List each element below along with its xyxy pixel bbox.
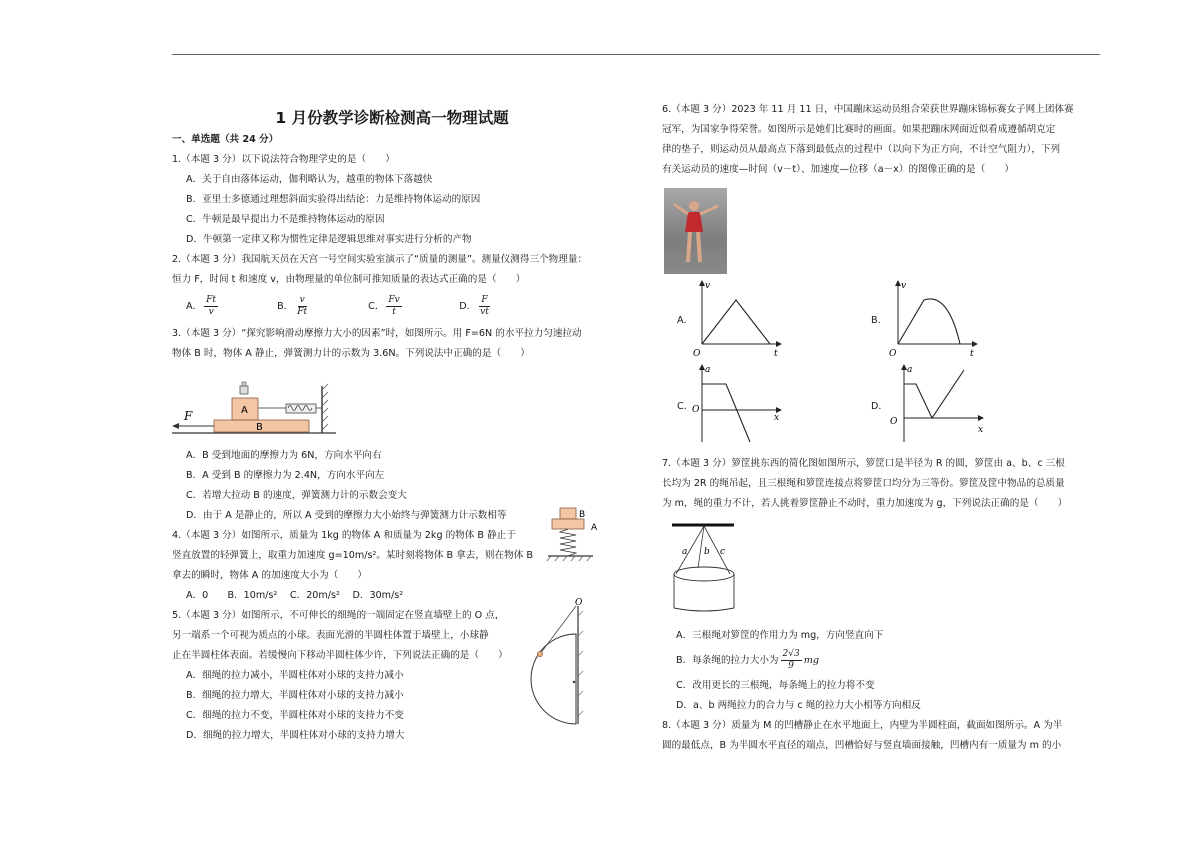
q6-option-d-label: D． [871, 401, 888, 412]
svg-text:c: c [720, 547, 726, 557]
svg-text:x: x [774, 413, 780, 423]
q6-stem-line2: 冠军，为国家争得荣誉。如图所示是她们比赛时的画面。如果把蹦床网面近似看成遵循胡克定 [662, 124, 1056, 135]
q6b-curve [898, 299, 960, 344]
q6-graph-c [690, 362, 786, 444]
q3-wall-hatch [322, 384, 328, 430]
q3-option-a: A．B 受到地面的摩擦力为 6N，方向水平向右 [186, 450, 382, 461]
q4-block-b [560, 508, 576, 519]
q2-stem-line1: 2.（本题 3 分）我国航天员在天宫一号空间实验室演示了“质量的测量”。测量仪测得三个物理量： [172, 254, 588, 265]
q2-option-c: C． $\frac{Fv}{t}$ [368, 294, 400, 317]
q6c-curve [702, 384, 750, 442]
q5-stem-line3: 止在半圆柱体表面。若缓慢向下移动半圆柱体少许，下列说法正确的是（ ） [172, 650, 508, 661]
q6-stem-line1: 6.（本题 3 分）2023 年 11 月 11 日，中国蹦床运动员组合荣获世界蹦床锦标赛女子网上团体赛 [662, 104, 1074, 115]
section-heading: 一、单选题（共 24 分） [172, 134, 279, 145]
q7-option-b: B．每条绳的拉力大小为 $\frac{2√3}{9}$ mg [676, 648, 819, 671]
q6-stem-line4: 有关运动员的速度—时间（v－t）、加速度—位移（a－x）的图像正确的是（ ） [662, 164, 1014, 175]
q6-graph-a [690, 278, 786, 360]
header-rule [172, 54, 1100, 55]
q4-label-b: B [579, 510, 586, 520]
q3-label-a: A [241, 405, 248, 416]
q7-option-c: C．改用更长的三根绳，每条绳上的拉力将不变 [676, 680, 875, 691]
q1-option-b: B．亚里士多德通过理想斜面实验得出结论：力是维持物体运动的原因 [186, 194, 481, 205]
q8-stem-line2: 圆的最低点，B 为半圆水平直径的端点，凹槽恰好与竖直墙面接触，凹槽内有一质量为 m 的小 [662, 740, 1062, 751]
q6-trampoline-photo [664, 188, 727, 274]
q2-option-b: B． $\frac{v}{Ft}$ [277, 294, 308, 317]
q6d-curve [904, 370, 964, 418]
q5-option-b: B．细绳的拉力增大，半圆柱体对小球的支持力减小 [186, 690, 404, 701]
q5-semicylinder-figure [528, 596, 588, 726]
q7-option-a: A．三根绳对箩筐的作用力为 mg，方向竖直向下 [676, 630, 884, 641]
q3-stem-line1: 3.（本题 3 分）“探究影响滑动摩擦力大小的因素”时，如图所示。用 F=6N 的水平拉力匀速拉动 [172, 328, 582, 339]
q3-stem-line2: 物体 B 时，物体 A 静止，弹簧测力计的示数为 3.6N。下列说法中正确的是（ ） [172, 348, 530, 359]
q6-stem-line3: 律的垫子，则运动员从最高点下落到最低点的过程中（以向下为正方向，不计空气阻力），下列 [662, 144, 1061, 155]
q4-block-a [552, 519, 584, 529]
q4-stem-line1: 4.（本题 3 分）如图所示，质量为 1kg 的物体 A 和质量为 2kg 的物体 B 静止于 [172, 530, 516, 541]
svg-text:t: t [970, 349, 974, 359]
q6-graph-b [886, 278, 982, 360]
q4-options: A．0 B．10m/s² C．20m/s² D．30m/s² [186, 590, 404, 601]
q3-weight [240, 386, 248, 394]
q4-label-a: A [591, 523, 598, 533]
q7-basket-body [674, 574, 734, 611]
q7-basket-figure [668, 520, 744, 614]
q5-stem-line1: 5.（本题 3 分）如图所示，不可伸长的细绳的一端固定在竖直墙壁上的 O 点， [172, 610, 505, 621]
q7-stem-line2: 长均为 2R 的绳吊起，且三根绳和箩筐连接点将箩筐口均分为三等份。箩筐及筐中物品的总质量 [662, 478, 1065, 489]
svg-text:v: v [705, 281, 711, 291]
svg-text:O: O [890, 417, 898, 427]
q5-ball [537, 651, 542, 656]
page-title: 1 月份教学诊断检测高一物理试题 [275, 109, 509, 127]
q5-option-d: D．细绳的拉力增大，半圆柱体对小球的支持力增大 [186, 730, 405, 741]
q5-option-a: A．细绳的拉力减小，半圆柱体对小球的支持力减小 [186, 670, 404, 681]
q3-friction-figure [172, 378, 342, 438]
q2-options [172, 290, 612, 324]
svg-text:O: O [692, 405, 700, 415]
q7-basket-rim [674, 567, 734, 581]
q2-option-a: A． $\frac{Ft}{v}$ [186, 294, 217, 317]
q7-stem-line1: 7.（本题 3 分）箩筐挑东西的简化图如图所示，箩筐口是半径为 R 的圆，箩筐由 a、b、c 三根 [662, 458, 1065, 469]
q6-option-a-label: A． [677, 315, 694, 326]
q6-option-b-label: B． [871, 315, 888, 326]
q7-option-d: D．a、b 两绳拉力的合力与 c 绳的拉力大小相等方向相反 [676, 700, 921, 711]
q2-option-d: D． $\frac{F}{vt}$ [459, 294, 489, 317]
q5-option-c: C．细绳的拉力不变，半圆柱体对小球的支持力不变 [186, 710, 404, 721]
q5-stem-line2: 另一端系一个可视为质点的小球。表面光滑的半圆柱体置于墙壁上，小球静 [172, 630, 489, 641]
q1-stem: 1.（本题 3 分）以下说法符合物理学史的是（ ） [172, 154, 395, 165]
svg-text:x: x [978, 425, 984, 435]
q5-label-o: O [575, 598, 583, 608]
svg-text:b: b [704, 547, 710, 557]
q6-option-c-label: C． [677, 401, 694, 412]
q3-label-b: B [256, 422, 263, 433]
svg-text:a: a [907, 365, 913, 375]
svg-text:v: v [901, 281, 907, 291]
q4-spring-figure [543, 506, 605, 574]
q4-stem-line2: 竖直放置的轻弹簧上，取重力加速度 g=10m/s²。某时刻将物体 B 拿去，则在物体 B [172, 550, 533, 561]
svg-text:O: O [889, 349, 897, 359]
q1-option-a: A．关于自由落体运动，伽利略认为，越重的物体下落越快 [186, 174, 433, 185]
svg-text:a: a [705, 365, 711, 375]
q6a-curve [702, 300, 770, 344]
q1-option-d: D．牛顿第一定律又称为惯性定律是逻辑思维对事实进行分析的产物 [186, 234, 472, 245]
right-column [662, 100, 1100, 180]
q3-option-d: D．由于 A 是静止的，所以 A 受到的摩擦力大小始终与弹簧测力计示数相等 [186, 510, 507, 521]
q3-option-b: B．A 受到 B 的摩擦力为 2.4N，方向水平向左 [186, 470, 385, 481]
q3-option-c: C．若增大拉动 B 的速度，弹簧测力计的示数会变大 [186, 490, 407, 501]
svg-text:a: a [682, 547, 688, 557]
q3-label-f: F [184, 409, 193, 423]
svg-text:t: t [774, 349, 778, 359]
q4-stem-line3: 拿去的瞬时，物体 A 的加速度大小为（ ） [172, 570, 367, 581]
q1-option-c: C．牛顿是最早提出力不是维持物体运动的原因 [186, 214, 385, 225]
q6-graph-d [886, 362, 986, 444]
q5-half-cylinder [531, 634, 576, 724]
q8-stem-line1: 8.（本题 3 分）质量为 M 的凹槽静止在水平地面上，内壁为半圆柱面，截面如图所示。A 为半 [662, 720, 1063, 731]
q4-spring [560, 529, 576, 556]
svg-text:O: O [693, 349, 701, 359]
q2-stem-line2: 恒力 F，时间 t 和速度 v，由物理量的单位制可推知质量的表达式正确的是（ ） [172, 274, 526, 285]
q7-stem-line3: 为 m，绳的重力不计，若人挑着箩筐静止不动时，重力加速度为 g，下列说法正确的是（ ） [662, 498, 1068, 509]
